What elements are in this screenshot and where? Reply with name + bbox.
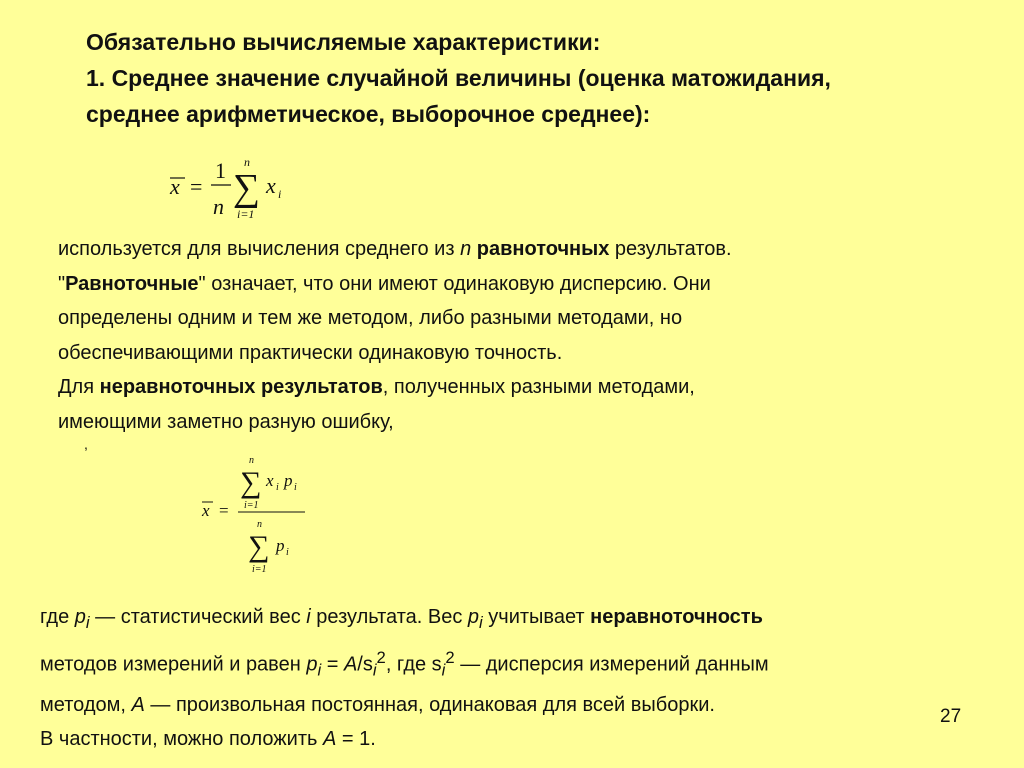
para2-l1-b: — статистический вес (89, 606, 307, 628)
wmean-equals: = (219, 501, 229, 520)
para2-l4-b: = 1. (336, 728, 376, 751)
para2-l1-p: p (74, 606, 86, 628)
para2-l2-psub: i (317, 660, 322, 680)
heading-line-2: 1. Среднее значение случайной величины (оценка матожидания, (86, 65, 831, 91)
mean-denominator: n (213, 194, 224, 219)
para2-l3-b: — произвольная постоянная, одинаковая для всей выборки. (144, 693, 715, 716)
para1-line-3: определены одним и тем же методом, либо разными методами, но (58, 307, 683, 329)
wmean-num-p: p (284, 471, 293, 490)
para1-line-2 (58, 267, 958, 302)
para2-l1-p2sub: i (479, 613, 483, 632)
para2-line-2 (40, 641, 940, 688)
wmean-den-p-sub: i (286, 547, 289, 558)
mean-sum-upper: n (244, 155, 250, 169)
para2-l2-a: методов измерений и равен (40, 653, 307, 676)
para1-l1-n: n (460, 238, 472, 260)
para2-l1-d: учитывает (482, 606, 591, 628)
wmean-den-sum: ∑ (248, 530, 270, 563)
para2-l2-ssup: 2 (376, 647, 386, 667)
para1-line-4: обеспечивающими практически одинаковую точность. (58, 341, 563, 364)
mean-term: x (266, 173, 276, 198)
para2-l4-a: В частности, можно положить (40, 728, 323, 751)
para1-l2-bold: Равноточные (65, 272, 199, 295)
para2-l2-ssub: i (372, 660, 377, 680)
para2-line-3 (40, 688, 940, 723)
mean-lhs: x (170, 174, 180, 199)
paragraph-weights (40, 600, 940, 757)
wmean-den-upper: n (257, 519, 262, 530)
para2-l1-c: результата. Вес (310, 606, 468, 628)
para1-l5-b: , полученных разными методами, (382, 376, 695, 398)
mean-term-sub: i (278, 187, 282, 201)
mean-formula (165, 152, 305, 230)
para2-l2-ssub2: i (441, 660, 446, 680)
mean-sum-lower: i=1 (237, 207, 255, 221)
para1-l1-b: результатов. (609, 238, 732, 260)
para1-l1-bold: равноточных (476, 238, 610, 260)
para1-l1-a: используется для вычисления среднего из (58, 238, 461, 260)
para2-l2-A: A (343, 653, 358, 676)
para2-line-4 (40, 722, 940, 757)
para2-l1-i: i (306, 606, 311, 628)
para2-l2-ssup2: 2 (445, 647, 455, 667)
page-number: 27 (940, 706, 962, 727)
wmean-num-x: x (266, 471, 274, 490)
paragraph-equal-precision (58, 232, 958, 439)
mean-equals: = (190, 174, 203, 199)
wmean-num-p-sub: i (294, 482, 297, 493)
para1-l2-quote: " (58, 272, 66, 295)
para2-l2-c: /s (357, 653, 373, 676)
para2-l1-a: где (40, 606, 75, 628)
para2-l3-A: A (131, 693, 145, 716)
para2-l1-psub: i (85, 613, 90, 632)
wmean-num-sum: ∑ (240, 466, 262, 499)
heading-line-1: Обязательно вычисляемые характеристики: (86, 29, 601, 55)
para1-l5-a: Для (58, 376, 100, 398)
para2-l2-e: — дисперсия измерений данным (454, 653, 769, 676)
weighted-mean-formula (198, 452, 318, 578)
para1-l5-bold: неравноточных результатов (99, 376, 383, 398)
wmean-den-lower: i=1 (252, 564, 267, 575)
para1-line-6: имеющими заметно разную ошибку, (58, 410, 394, 433)
heading-line-3: среднее арифметическое, выборочное среднее): (86, 101, 651, 127)
para2-l2-b: = (321, 653, 344, 676)
para1-line-5 (58, 370, 958, 405)
para2-l1-p2: p (467, 606, 480, 628)
wmean-den-p: p (276, 536, 285, 555)
para1-line-1 (58, 232, 958, 267)
para1-l2-rest: " означает, что они имеют одинаковую дисперсию. Они (198, 272, 711, 295)
para2-l2-p: p (306, 653, 318, 676)
mean-sum-symbol: ∑ (233, 167, 261, 209)
stray-comma: , (84, 436, 88, 452)
wmean-lhs: x (202, 501, 210, 520)
mean-numerator: 1 (215, 158, 226, 183)
wmean-num-upper: n (249, 455, 254, 466)
para2-l4-A: A (322, 728, 337, 751)
para2-l3-a: методом, (40, 693, 132, 716)
wmean-num-x-sub: i (276, 482, 279, 493)
slide-heading (86, 24, 1016, 132)
para2-line-1 (40, 600, 940, 641)
wmean-num-lower: i=1 (244, 500, 259, 511)
para2-l2-d: , где s (385, 653, 442, 676)
para2-l1-bold: неравноточность (590, 606, 763, 628)
